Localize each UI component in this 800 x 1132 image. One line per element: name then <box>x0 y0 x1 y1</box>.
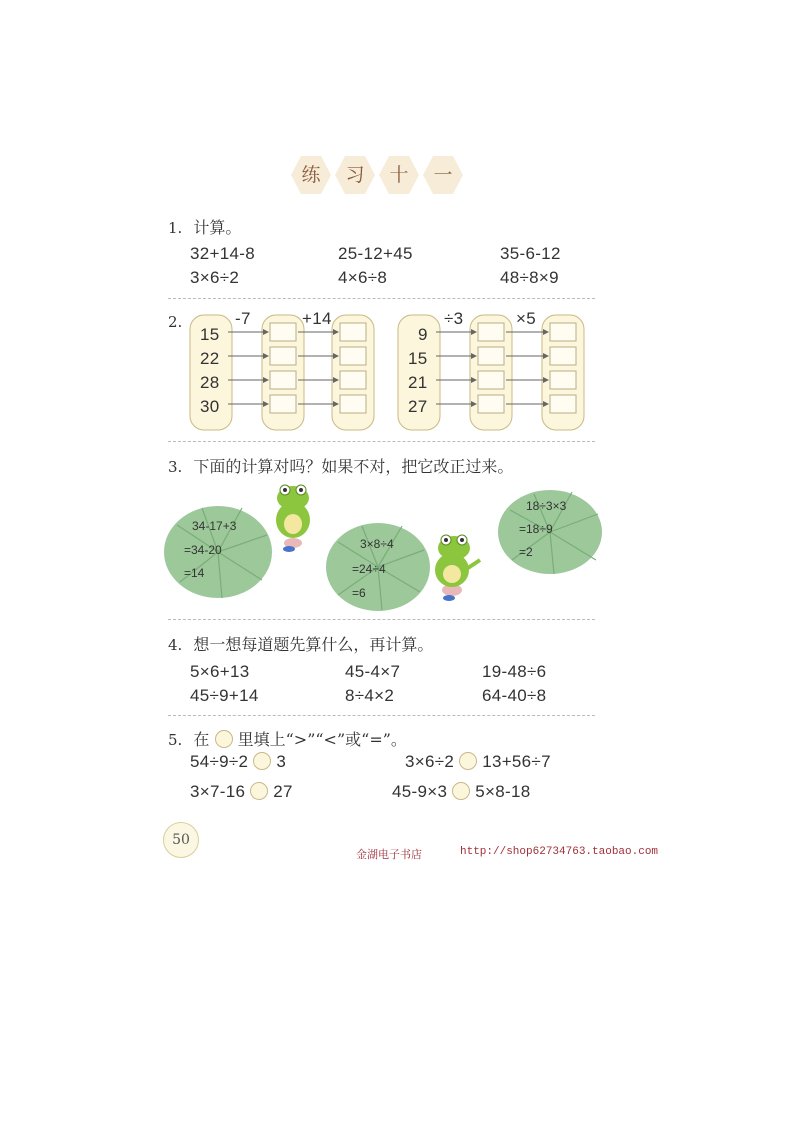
q4-heading <box>168 632 433 655</box>
answer-circle-input[interactable] <box>459 752 477 770</box>
leaf2-line2: =24÷4 <box>352 562 386 576</box>
q2-left-input: 15 <box>200 325 220 344</box>
answer-circle-icon <box>215 730 233 748</box>
q5-number: 5. <box>168 731 183 749</box>
q2-right-input: 15 <box>408 349 428 368</box>
divider <box>168 298 595 299</box>
q1-expr: 25-12+45 <box>338 244 413 263</box>
q2-left-op1: -7 <box>235 309 251 328</box>
q4-expr: 64-40÷8 <box>482 686 547 705</box>
q5-heading <box>168 727 407 750</box>
q2-left-input: 30 <box>200 397 220 416</box>
q5-prompt-suffix: 里填上“>”“<”或“=”。 <box>237 730 407 749</box>
footer-url: http://shop62734763.taobao.com <box>460 846 659 858</box>
leaf1-line3: =14 <box>184 566 205 580</box>
q2-left-input: 28 <box>200 373 220 392</box>
leaf1-line2: =34-20 <box>184 543 222 557</box>
answer-box[interactable] <box>478 371 504 389</box>
title-hex-2: 习 <box>334 155 376 195</box>
answer-box[interactable] <box>478 395 504 413</box>
q5-item-4: 45-9×3 5×8-18 <box>392 782 531 801</box>
q5-item-1: 54÷9÷2 3 <box>190 752 287 771</box>
title-hex-1: 练 <box>290 155 332 195</box>
q5-item-2: 3×6÷2 13+56÷7 <box>405 752 551 771</box>
page-number: 50 <box>163 822 199 858</box>
title-hex-3: 十 <box>378 155 420 195</box>
answer-box[interactable] <box>270 347 296 365</box>
answer-box[interactable] <box>550 395 576 413</box>
q1-heading <box>168 215 241 238</box>
leaf3-line1: 18÷3×3 <box>526 499 567 513</box>
answer-circle-input[interactable] <box>452 782 470 800</box>
answer-box[interactable] <box>340 323 366 341</box>
q1-number: 1. <box>168 219 183 237</box>
answer-box[interactable] <box>270 323 296 341</box>
q3-number: 3. <box>168 458 183 476</box>
answer-box[interactable] <box>340 395 366 413</box>
q1-expr: 3×6÷2 <box>190 268 240 287</box>
q4-expr: 45÷9+14 <box>190 686 259 705</box>
q4-expr: 19-48÷6 <box>482 662 547 681</box>
q4-expr: 45-4×7 <box>345 662 401 681</box>
q2-right-op2: ×5 <box>516 309 536 328</box>
frog-icon-1 <box>276 485 310 552</box>
frog-icon-2 <box>435 535 480 601</box>
answer-circle-input[interactable] <box>250 782 268 800</box>
q1-expr: 32+14-8 <box>190 244 255 263</box>
q4-expr: 5×6+13 <box>190 662 250 681</box>
answer-box[interactable] <box>478 323 504 341</box>
divider <box>168 715 595 716</box>
leaf3-line3: =2 <box>519 545 533 559</box>
q4-expr: 8÷4×2 <box>345 686 395 705</box>
q2-left-op2: +14 <box>302 309 332 328</box>
leaf2-line1: 3×8÷4 <box>360 537 394 551</box>
exercise-title <box>290 155 465 195</box>
answer-box[interactable] <box>340 371 366 389</box>
q2-right-input: 21 <box>408 373 428 392</box>
q3-prompt: 下面的计算对吗？如果不对，把它改正过来。 <box>193 457 514 476</box>
q4-prompt: 想一想每道题先算什么，再计算。 <box>193 635 434 654</box>
q5-item-3: 3×7-16 27 <box>190 782 293 801</box>
q2-right-op1: ÷3 <box>444 309 464 328</box>
answer-box[interactable] <box>340 347 366 365</box>
footer-shop: 金湖电子书店 <box>356 850 422 862</box>
answer-box[interactable] <box>270 371 296 389</box>
q1-expr: 4×6÷8 <box>338 268 388 287</box>
q1-expr: 35-6-12 <box>500 244 561 263</box>
answer-box[interactable] <box>270 395 296 413</box>
q5-prompt-prefix: 在 <box>193 730 210 749</box>
answer-box[interactable] <box>478 347 504 365</box>
q1-expr: 48÷8×9 <box>500 268 559 287</box>
q1-prompt: 计算。 <box>193 218 242 237</box>
leaf2-line3: =6 <box>352 586 366 600</box>
title-hex-4: 一 <box>422 155 464 195</box>
q2-right-input: 27 <box>408 397 428 416</box>
q2-number: 2. <box>168 313 183 331</box>
leaf1-line1: 34-17+3 <box>192 519 237 533</box>
leaf3-line2: =18÷9 <box>519 522 553 536</box>
answer-box[interactable] <box>550 323 576 341</box>
answer-box[interactable] <box>550 371 576 389</box>
q3-heading <box>168 454 513 477</box>
divider <box>168 441 595 442</box>
q4-number: 4. <box>168 636 183 654</box>
q2-left-input: 22 <box>200 349 220 368</box>
divider <box>168 619 595 620</box>
answer-circle-input[interactable] <box>253 752 271 770</box>
answer-box[interactable] <box>550 347 576 365</box>
q2-right-input: 9 <box>418 325 428 344</box>
